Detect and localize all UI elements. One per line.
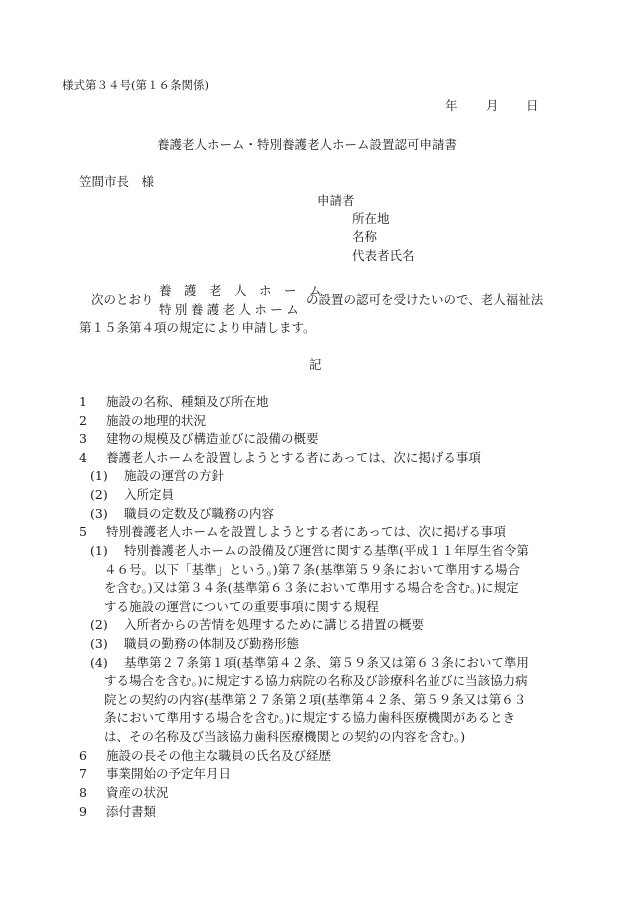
item-text: 入所者からの苦情を処理するために講じる措置の概要	[124, 617, 425, 632]
item-4	[79, 452, 481, 465]
subitem-5-1-line4: する施設の運営についての重要事項に関する規程	[104, 599, 379, 614]
item-number: 9	[79, 804, 87, 819]
item-text: 事業開始の予定年月日	[106, 766, 232, 781]
document-title: 養護老人ホーム・特別養護老人ホーム設置認可申請書	[157, 137, 458, 152]
subitem-5-2	[90, 619, 424, 632]
item-number: 4	[79, 450, 87, 465]
applicant-field-name: 名称	[352, 229, 378, 244]
subitem-5-4-line2: する場合を含む。)に規定する協力病院の名称及び診療科名並びに当該協力病	[104, 673, 528, 688]
item-3	[79, 433, 319, 446]
item-number: (1)	[90, 543, 108, 558]
item-6	[79, 750, 331, 763]
date-month-label: 月	[486, 98, 499, 113]
item-text: 施設の運営の方針	[124, 468, 225, 483]
item-text: 特別養護老人ホームを設置しようとする者にあっては、次に掲げる事項	[106, 524, 506, 539]
date-day-label: 日	[526, 98, 539, 113]
applicant-field-address: 所在地	[352, 211, 390, 226]
item-number: (2)	[90, 617, 108, 632]
item-text: 施設の名称、種類及び所在地	[106, 394, 269, 409]
body-option-tokubetsu: 特別養護老人ホーム	[159, 302, 303, 317]
item-8	[79, 787, 169, 800]
item-number: 8	[79, 785, 87, 800]
subitem-5-4	[90, 657, 529, 670]
date-year-label: 年	[445, 98, 458, 113]
item-text: 職員の勤務の体制及び勤務形態	[124, 636, 300, 651]
item-text: 施設の地理的状況	[106, 413, 207, 428]
addressee: 笠間市長 様	[79, 174, 155, 189]
ki-heading: 記	[309, 357, 322, 372]
applicant-heading: 申請者	[317, 193, 355, 208]
item-number: 6	[79, 748, 87, 763]
body-suffix: の設置の認可を受けたいので、老人福祉法	[306, 292, 544, 307]
subitem-5-1-line3: を含む。)又は第３４条(基準第６３条において準用する場合を含む。)に規定	[104, 580, 519, 595]
item-number: (4)	[90, 655, 108, 670]
subitem-5-4-line5: は、その名称及び当該協力歯科医療機関との契約の内容を含む。)	[104, 729, 466, 744]
item-text-line: 特別養護老人ホームの設備及び運営に関する基準(平成１１年厚生省令第	[124, 543, 529, 558]
item-text: 建物の規模及び構造並びに設備の概要	[106, 431, 319, 446]
body-prefix: 次のとおり	[91, 292, 154, 307]
item-text: 施設の長その他主な職員の氏名及び経歴	[106, 748, 332, 763]
item-text: 添付書類	[106, 804, 157, 819]
subitem-5-4-line3: 院との契約の内容(基準第２７条第２項(基準第４２条、第５９条又は第６３	[104, 692, 527, 707]
body-line2: 第１５条第４項の規定により申請します。	[79, 320, 316, 335]
item-number: (3)	[90, 506, 108, 521]
item-text: 資産の状況	[106, 785, 169, 800]
subitem-4-3	[90, 508, 274, 521]
subitem-5-1-line2: ４６号。以下「基準」という。)第７条(基準第５９条において準用する場合	[104, 562, 521, 577]
subitem-5-4-line4: 条において準用する場合を含む。)に規定する協力歯科医療機関があるとき	[104, 710, 516, 725]
item-text: 職員の定数及び職務の内容	[124, 506, 275, 521]
applicant-field-representative: 代表者氏名	[352, 248, 415, 263]
item-number: (3)	[90, 636, 108, 651]
item-9	[79, 806, 156, 819]
item-number: 7	[79, 766, 87, 781]
item-number: (2)	[90, 487, 108, 502]
item-5	[79, 526, 506, 539]
body-option-yogo: 養 護 老 人 ホ ー ム	[159, 283, 322, 298]
item-7	[79, 768, 231, 781]
item-2	[79, 415, 206, 428]
item-number: 1	[79, 394, 87, 409]
subitem-5-3	[90, 638, 299, 651]
form-number: 様式第３４号(第１６条関係)	[62, 78, 209, 92]
subitem-5-1	[90, 545, 529, 558]
item-text: 入所定員	[124, 487, 175, 502]
item-text-line: 基準第２７条第１項(基準第４２条、第５９条又は第６３条において準用	[124, 655, 529, 670]
item-number: 2	[79, 413, 87, 428]
subitem-4-1	[90, 470, 224, 483]
item-text: 養護老人ホームを設置しようとする者にあっては、次に掲げる事項	[106, 450, 481, 465]
item-number: 5	[79, 524, 87, 539]
item-number: 3	[79, 431, 87, 446]
subitem-4-2	[90, 489, 174, 502]
item-1	[79, 396, 269, 409]
item-number: (1)	[90, 468, 108, 483]
